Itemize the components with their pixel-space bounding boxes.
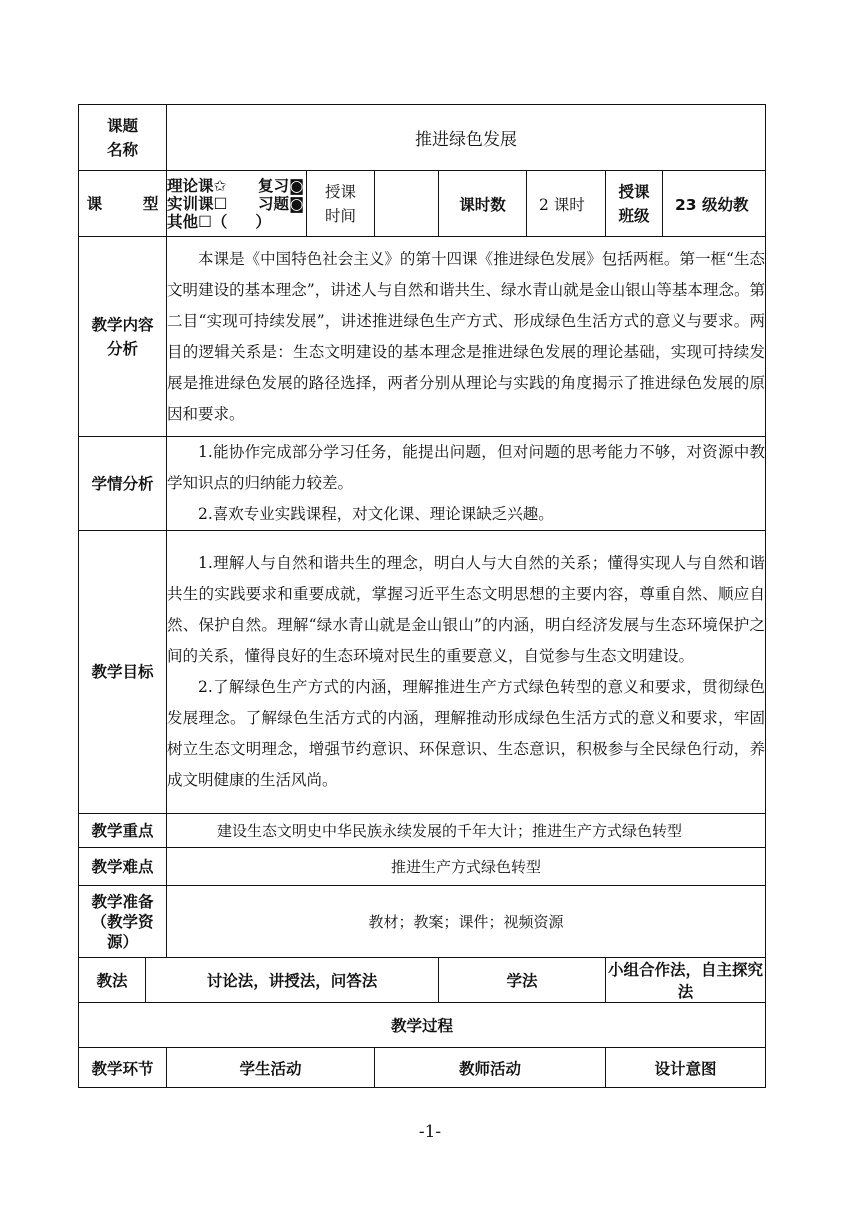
- process-col-stage: 教学环节: [79, 1048, 167, 1088]
- student-analysis-row: [79, 437, 766, 531]
- option-practice: 实训课☐: [167, 194, 228, 213]
- title-label-line2: 名称: [107, 140, 139, 159]
- process-header-row: [79, 1048, 766, 1088]
- option-exercise: 习题◙: [257, 194, 305, 213]
- content-analysis-label-line2: 分析: [107, 339, 139, 358]
- course-type-label-b: 型: [142, 194, 159, 213]
- learning-method-label: 学法: [439, 958, 606, 1003]
- objectives-row: [79, 531, 766, 814]
- preparation-text: 教材；教案；课件；视频资源: [167, 886, 766, 958]
- objectives-text: [167, 531, 766, 814]
- class-label-line2: 班级: [618, 206, 650, 225]
- student-analysis-label: 学情分析: [79, 437, 167, 531]
- hours-value: 2 课时: [527, 171, 606, 237]
- option-theory: 理论课✩: [167, 176, 227, 195]
- teaching-method-label: 教法: [79, 958, 146, 1003]
- difficulties-label: 教学难点: [79, 848, 167, 886]
- title-row: [79, 105, 766, 171]
- lesson-title: 推进绿色发展: [167, 105, 766, 171]
- option-other: 其他☐（: [167, 212, 228, 231]
- content-analysis-text: 本课是《中国特色社会主义》的第十四课《推进绿色发展》包括两框。第一框“生态文明建设的基本理念”，讲述人与自然和谐共生、绿水青山就是金山银山等基本理念。第二目“实现可持续发展”，讲述推进绿色生产方式、形成绿色生活方式的意义与要求。两目的逻辑关系是：生态文明建设的基本理念是推进绿色发展的理论基础，实现可持续发展是推进绿色发展的路径选择，两者分别从理论与实践的角度揭示了推进绿色发展的原因和要求。: [167, 237, 766, 437]
- content-analysis-label: [79, 237, 167, 437]
- student-analysis-p2: 2.喜欢专业实践课程，对文化课、理论课缺乏兴趣。: [198, 505, 554, 523]
- methods-row: [79, 958, 766, 1003]
- objectives-label: 教学目标: [79, 531, 167, 814]
- preparation-label-line2: （教学资: [91, 912, 154, 931]
- process-col-student: 学生活动: [167, 1048, 375, 1088]
- time-value: [375, 171, 439, 237]
- student-analysis-text: [167, 437, 766, 531]
- process-title: 教学过程: [79, 1003, 766, 1048]
- key-points-label: 教学重点: [79, 814, 167, 848]
- preparation-label: [79, 886, 167, 958]
- preparation-row: [79, 886, 766, 958]
- time-label: [307, 171, 375, 237]
- option-review: 复习◙: [257, 176, 305, 195]
- page-number: -1-: [418, 1122, 442, 1142]
- course-type-options: [167, 171, 307, 237]
- process-title-row: [79, 1003, 766, 1048]
- class-value: 23 级幼教: [663, 171, 766, 237]
- class-label: [606, 171, 663, 237]
- difficulties-row: [79, 848, 766, 886]
- course-type-label: [79, 171, 167, 237]
- lesson-plan-table: [78, 104, 766, 1088]
- difficulties-text: 推进生产方式绿色转型: [167, 848, 766, 886]
- content-analysis-label-line1: 教学内容: [91, 315, 154, 334]
- course-type-label-a: 课: [86, 194, 103, 213]
- title-label-line1: 课题: [107, 116, 139, 135]
- preparation-label-line3: 源）: [107, 932, 139, 951]
- title-label: [79, 105, 167, 171]
- key-points-row: [79, 814, 766, 848]
- learning-method-value: 小组合作法，自主探究法: [606, 958, 766, 1003]
- objectives-p1: 1.理解人与自然和谐共生的理念，明白人与大自然的关系；懂得实现人与自然和谐共生的实践要求和重要成就，掌握习近平生态文明思想的主要内容，尊重自然、顺应自然、保护自然。理解“绿水青山就是金山银山”的内涵，明白经济发展与生态环境保护之间的关系，懂得良好的生态环境对民生的重要意义，自觉参与生态文明建设。: [167, 554, 766, 665]
- student-analysis-p1: 1.能协作完成部分学习任务，能提出问题，但对问题的思考能力不够，对资源中教学知识点的归纳能力较差。: [167, 443, 766, 492]
- process-col-intent: 设计意图: [606, 1048, 766, 1088]
- objectives-p2: 2.了解绿色生产方式的内涵，理解推进生产方式绿色转型的意义和要求，贯彻绿色发展理念。了解绿色生活方式的内涵，理解推动形成绿色生活方式的意义和要求，牢固树立生态文明理念，增强节约意识、环保意识、生态意识，积极参与全民绿色行动，养成文明健康的生活风尚。: [167, 678, 766, 789]
- preparation-label-line1: 教学准备: [91, 892, 154, 911]
- time-label-line1: 授课: [325, 182, 357, 201]
- class-label-line1: 授课: [618, 182, 650, 201]
- time-label-line2: 时间: [325, 206, 357, 225]
- teaching-method-value: 讨论法，讲授法，问答法: [146, 958, 439, 1003]
- option-other-close: ）: [255, 212, 271, 231]
- content-analysis-row: [79, 237, 766, 437]
- hours-label: 课时数: [439, 171, 527, 237]
- course-type-row: [79, 171, 766, 237]
- key-points-text: 建设生态文明史中华民族永续发展的千年大计；推进生产方式绿色转型: [167, 814, 766, 848]
- process-col-teacher: 教师活动: [375, 1048, 606, 1088]
